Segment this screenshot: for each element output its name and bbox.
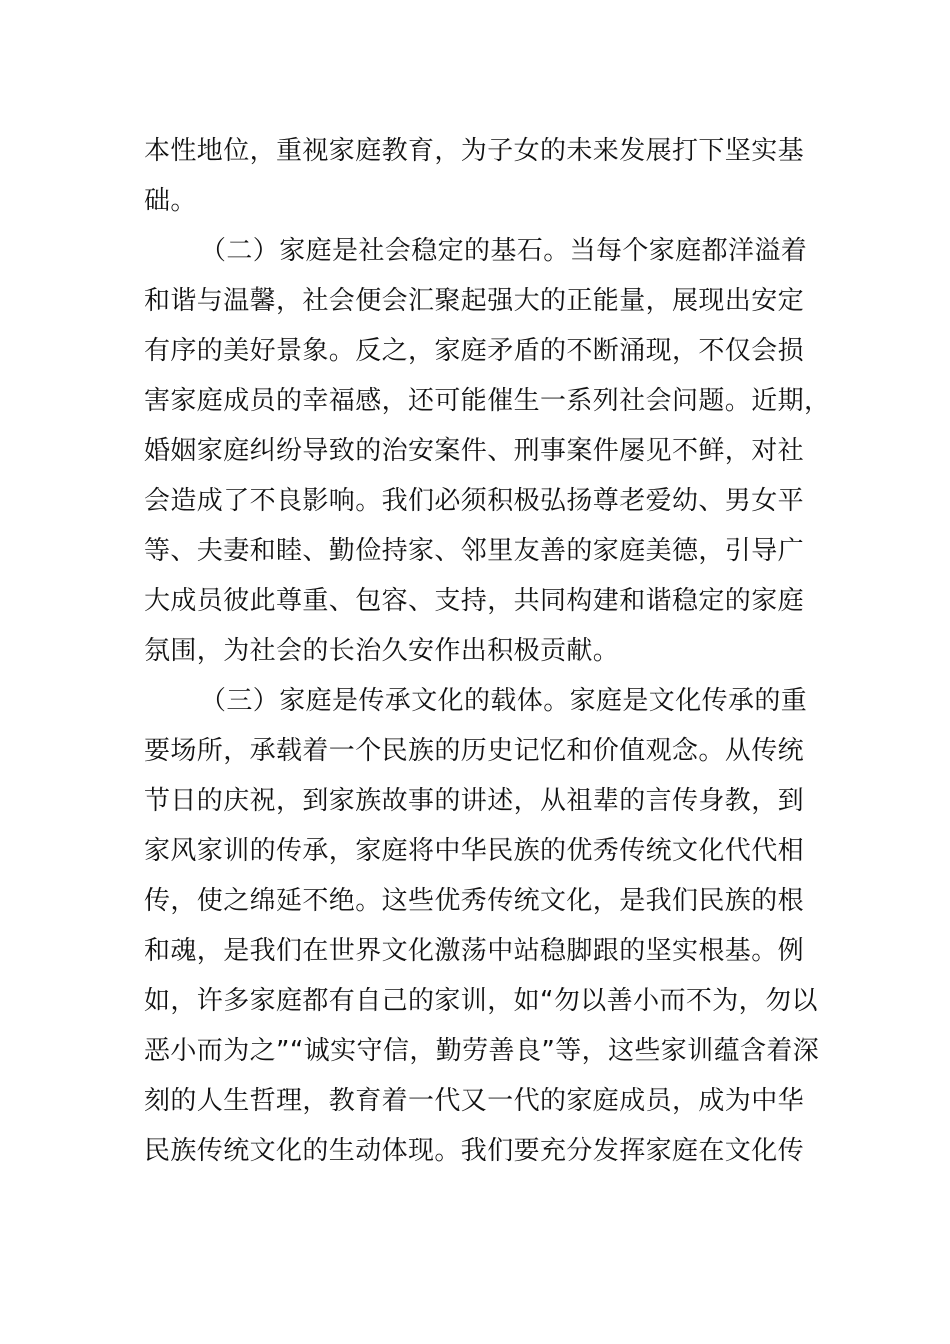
text-line: 节日的庆祝，到家族故事的讲述，从祖辈的言传身教，到 (144, 786, 805, 816)
section-heading-line: （三）家庭是传承文化的载体。家庭是文化传承的重 (200, 686, 808, 716)
text-line: 刻的人生哲理，教育着一代又一代的家庭成员，成为中华 (144, 1086, 805, 1116)
text-line: 婚姻家庭纠纷导致的治安案件、刑事案件屡见不鲜，对社 (144, 436, 805, 466)
text-line: 恶小而为之”“诚实守信，勤劳善良”等，这些家训蕴含着深 (144, 1036, 820, 1066)
text-line: 和谐与温馨，社会便会汇聚起强大的正能量，展现出安定 (144, 286, 805, 316)
text-line: 家风家训的传承，家庭将中华民族的优秀传统文化代代相 (144, 836, 805, 866)
text-line: 有序的美好景象。反之，家庭矛盾的不断涌现，不仅会损 (144, 336, 805, 366)
text-line: 本性地位，重视家庭教育，为子女的未来发展打下坚实基 (144, 136, 805, 166)
text-line: 础。 (144, 186, 197, 216)
text-line: 传，使之绵延不绝。这些优秀传统文化，是我们民族的根 (144, 886, 805, 916)
text-line: 等、夫妻和睦、勤俭持家、邻里友善的家庭美德，引导广 (144, 536, 805, 566)
body-text (144, 126, 831, 1176)
text-line: 要场所，承载着一个民族的历史记忆和价值观念。从传统 (144, 736, 805, 766)
text-line: 会造成了不良影响。我们必须积极弘扬尊老爱幼、男女平 (144, 486, 805, 516)
text-line: 大成员彼此尊重、包容、支持，共同构建和谐稳定的家庭 (144, 586, 805, 616)
text-line: 和魂，是我们在世界文化激荡中站稳脚跟的坚实根基。例 (144, 936, 805, 966)
text-line: 害家庭成员的幸福感，还可能催生一系列社会问题。近期， (144, 386, 831, 416)
text-line: 民族传统文化的生动体现。我们要充分发挥家庭在文化传 (144, 1136, 805, 1166)
text-line: 氛围，为社会的长治久安作出积极贡献。 (144, 636, 620, 666)
section-heading-line: （二）家庭是社会稳定的基石。当每个家庭都洋溢着 (200, 236, 808, 266)
text-line: 如，许多家庭都有自己的家训，如“勿以善小而不为，勿以 (144, 986, 818, 1016)
